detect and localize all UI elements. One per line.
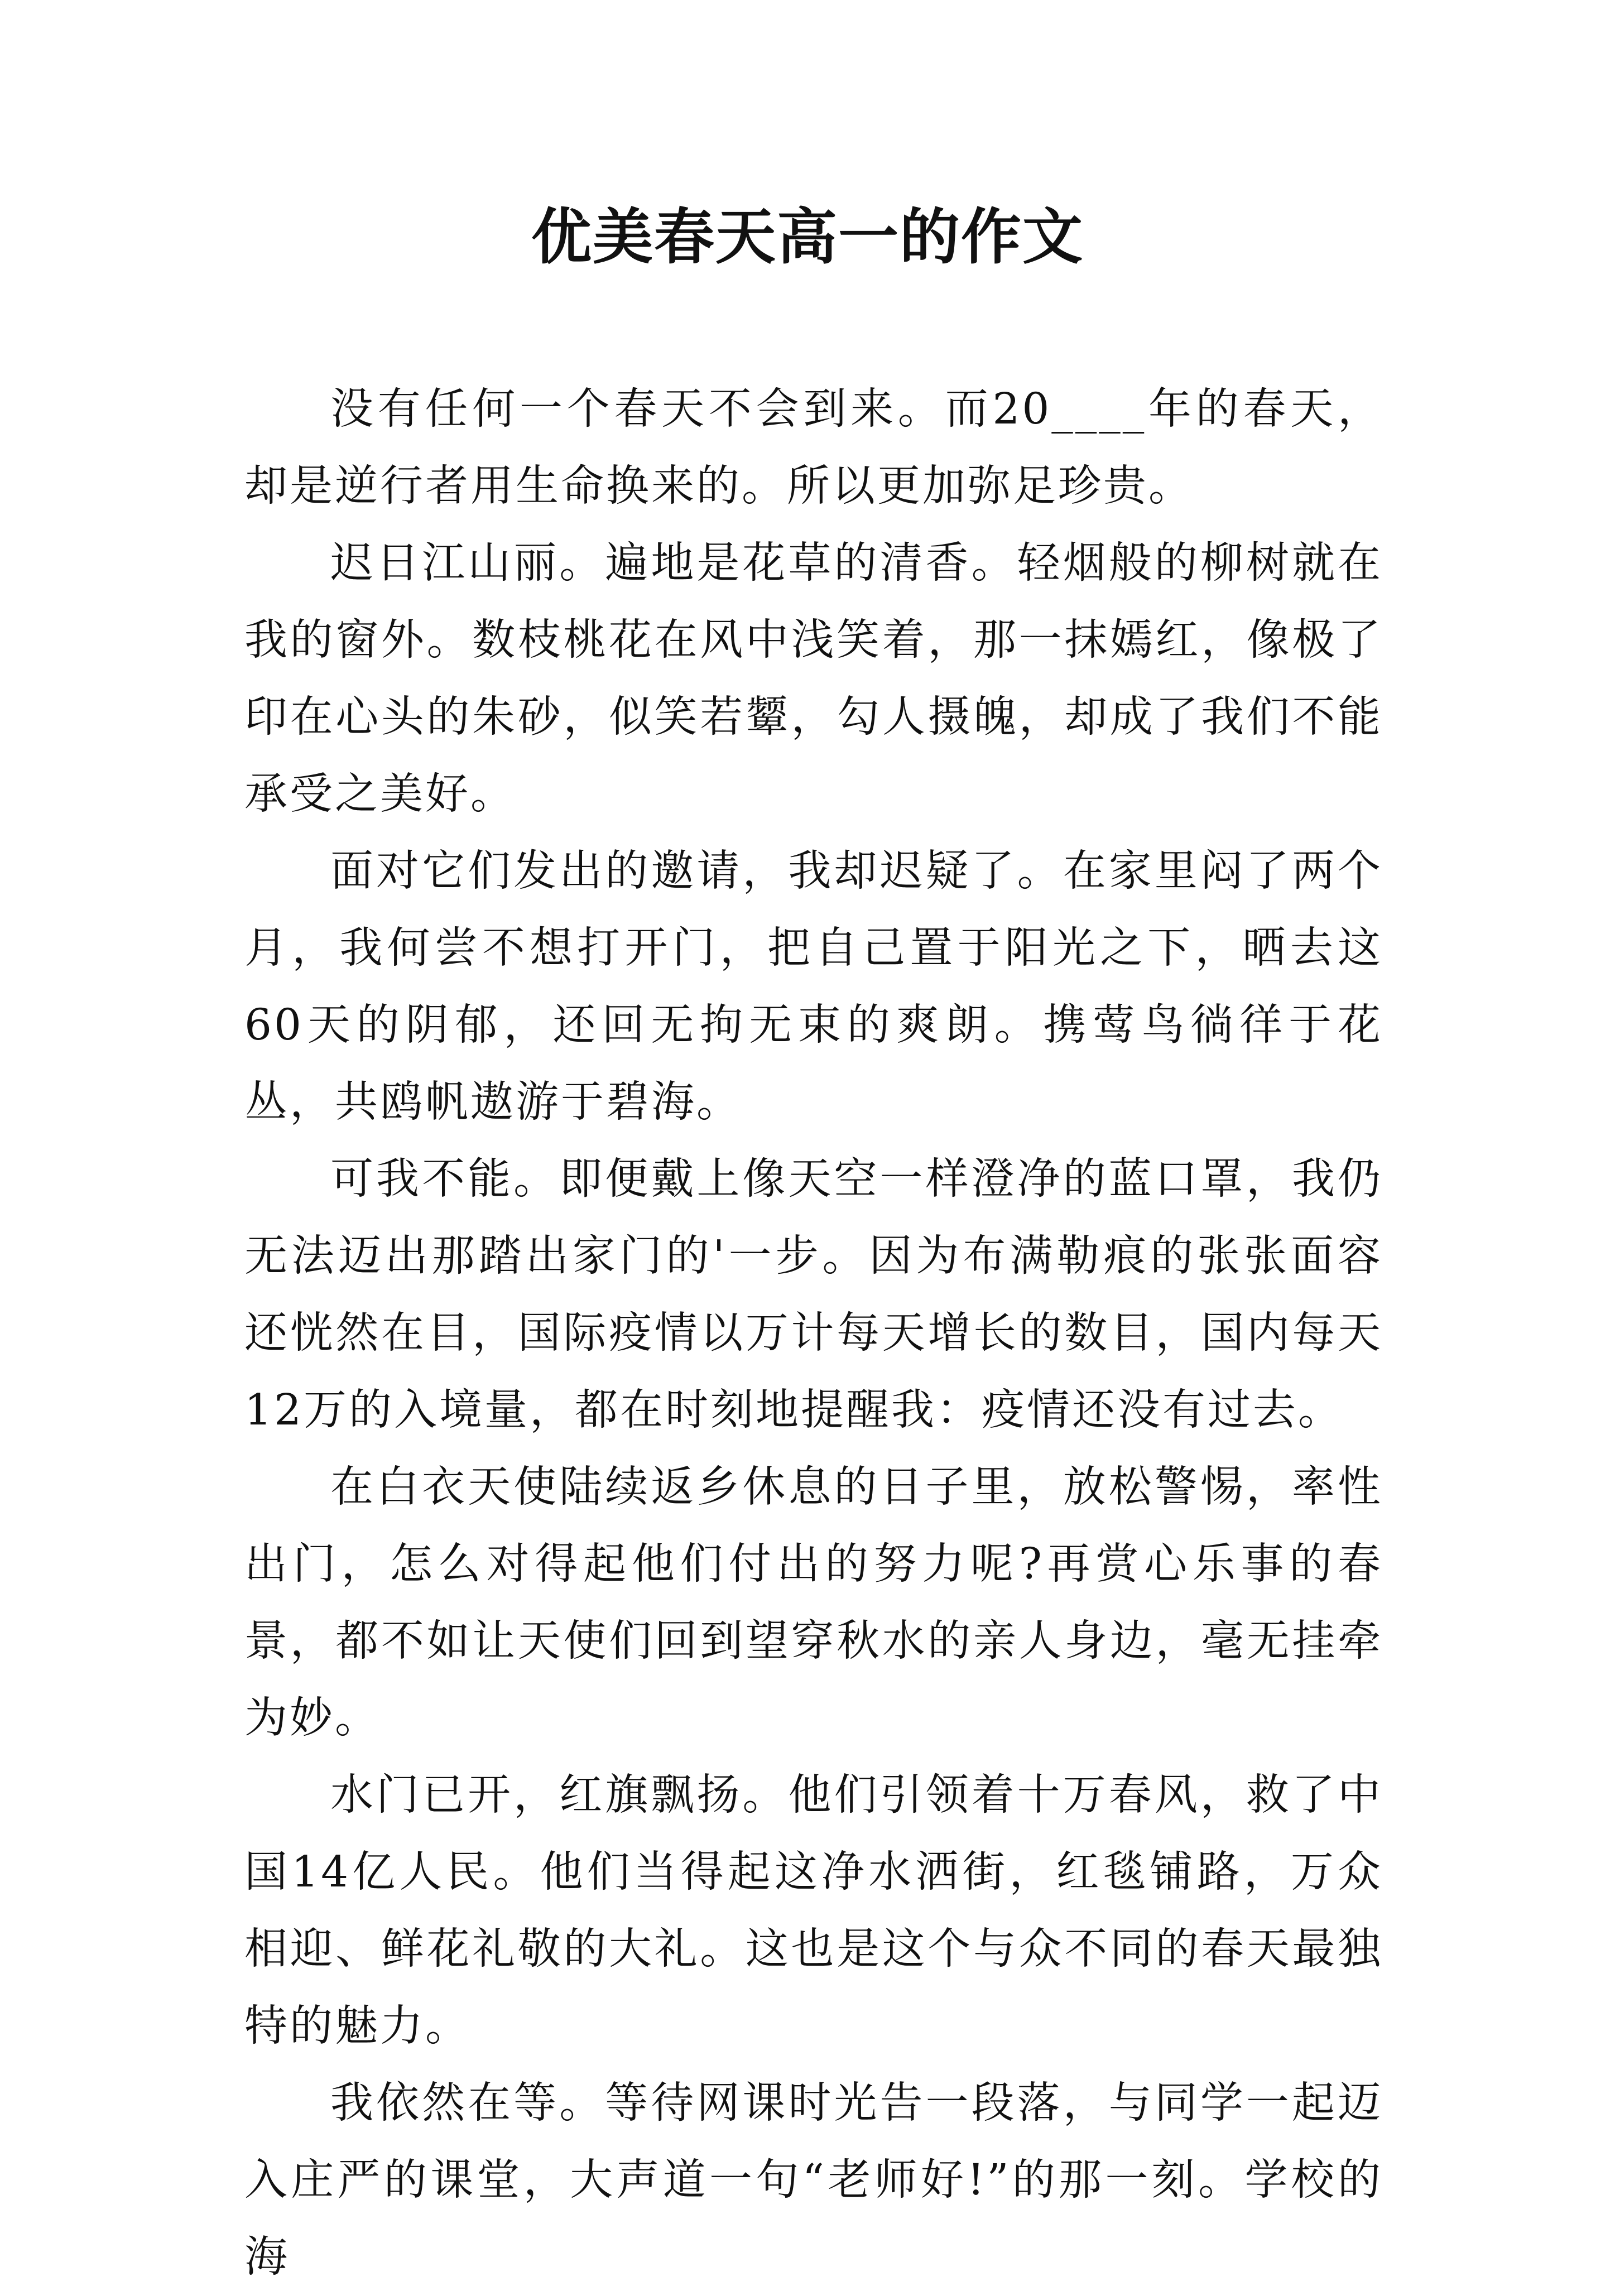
paragraph-5: 在白衣天使陆续返乡休息的日子里，放松警惕，率性出门，怎么对得起他们付出的努力呢?再赏心乐事的春景，都不如让天使们回到望穿秋水的亲人身边，毫无挂牵为妙。 [244,1462,1383,1743]
document-title: 优美春天高一的作文 [531,202,1084,272]
paragraph-7: 我依然在等。等待网课时光告一段落，与同学一起迈入庄严的课堂，大声道一句“老师好!”的那一刻。学校的海 [244,2078,1383,2282]
essay-body [244,371,1383,2296]
paragraph-3: 面对它们发出的邀请，我却迟疑了。在家里闷了两个月，我何尝不想打开门，把自己置于阳光之下，晒去这60天的阴郁，还回无拘无束的爽朗。携莺鸟徜徉于花丛，共鸥帆遨游于碧海。 [244,846,1383,1127]
paragraph-4: 可我不能。即便戴上像天空一样澄净的蓝口罩，我仍无法迈出那踏出家门的'一步。因为布满勒痕的张张面容还恍然在目，国际疫情以万计每天增长的数目，国内每天12万的入境量，都在时刻地提醒我：疫情还没有过去。 [244,1154,1383,1435]
paragraph-2: 迟日江山丽。遍地是花草的清香。轻烟般的柳树就在我的窗外。数枝桃花在风中浅笑着，那一抹嫣红，像极了印在心头的朱砂，似笑若颦，勾人摄魄，却成了我们不能承受之美好。 [244,538,1383,819]
paragraph-6: 水门已开，红旗飘扬。他们引领着十万春风，救了中国14亿人民。他们当得起这净水洒街，红毯铺路，万众相迎、鲜花礼敬的大礼。这也是这个与众不同的春天最独特的魅力。 [244,1770,1383,2051]
paragraph-1: 没有任何一个春天不会到来。而20____年的春天，却是逆行者用生命换来的。所以更加弥足珍贵。 [244,384,1383,511]
